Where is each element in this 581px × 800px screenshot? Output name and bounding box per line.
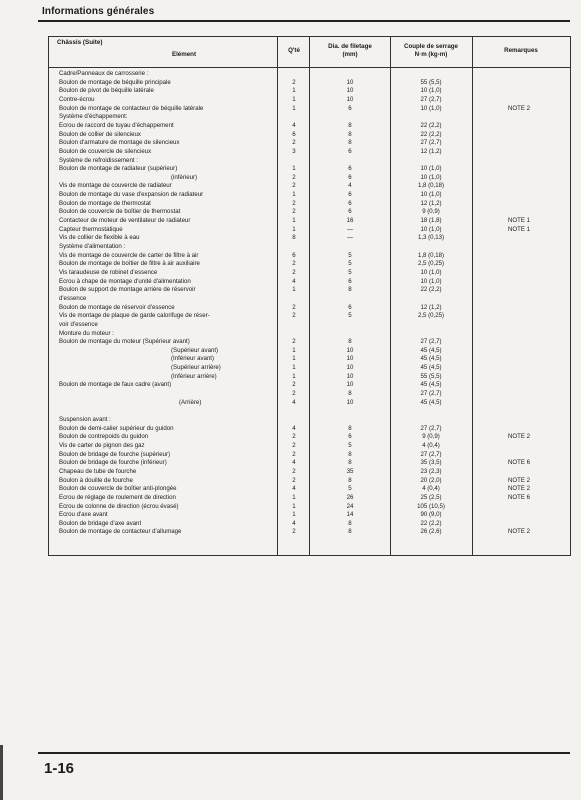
cell-dia: 8 bbox=[348, 121, 352, 129]
cell-element: Système de refroidissement : bbox=[59, 156, 138, 164]
col-header-dia-2: (mm) bbox=[342, 51, 358, 58]
cell-qte: 4 bbox=[292, 424, 296, 432]
cell-qte: 1 bbox=[292, 364, 296, 372]
cell-dia: 6 bbox=[348, 303, 352, 311]
cell-dia: 5 bbox=[348, 251, 352, 259]
cell-element: Monture du moteur : bbox=[59, 329, 114, 337]
cell-dia: 6 bbox=[348, 165, 352, 173]
cell-couple: 10 (1,0) bbox=[420, 268, 442, 276]
cell-element: Boulon de bridage d'axe avant bbox=[59, 519, 142, 527]
cell-remarques: NOTE 2 bbox=[507, 104, 530, 112]
cell-dia: 4 bbox=[348, 182, 352, 190]
cell-couple: 12 (1,2) bbox=[420, 303, 442, 311]
cell-dia: 6 bbox=[348, 147, 352, 155]
cell-couple: 45 (4,5) bbox=[420, 346, 442, 354]
cell-dia: 8 bbox=[348, 338, 352, 346]
cell-couple: 10 (1,0) bbox=[420, 87, 442, 95]
col-divider bbox=[472, 37, 473, 555]
cell-element: Ecrou de raccord de tuyau d'échappement bbox=[59, 121, 174, 129]
cell-dia: 6 bbox=[348, 173, 352, 181]
cell-dia: 24 bbox=[346, 502, 354, 510]
cell-element: Système d'échappement: bbox=[59, 113, 128, 121]
cell-dia: 8 bbox=[348, 528, 352, 536]
cell-dia: 8 bbox=[348, 459, 352, 467]
cell-couple: 27 (2,7) bbox=[420, 139, 442, 147]
cell-couple: 27 (2,7) bbox=[420, 338, 442, 346]
cell-couple: 27 (2,7) bbox=[420, 95, 442, 103]
cell-element: Vis taraudeuse de robinet d'essence bbox=[59, 268, 158, 276]
cell-dia: — bbox=[346, 234, 354, 242]
cell-dia: 5 bbox=[348, 268, 352, 276]
cell-element: Boulon de montage de boîtier de filtre à air auxiliaire bbox=[59, 260, 200, 268]
cell-element: Ecrou de colonne de direction (écrou évasé) bbox=[59, 502, 179, 510]
cell-dia: 35 bbox=[346, 467, 354, 475]
cell-dia: 8 bbox=[348, 476, 352, 484]
cell-element: Système d'alimentation : bbox=[59, 243, 126, 250]
cell-element: Contacteur de moteur de ventilateur de radiateur bbox=[59, 217, 191, 225]
cell-remarques: NOTE 6 bbox=[507, 459, 530, 467]
cell-qte: 2 bbox=[292, 433, 296, 441]
cell-qte: 2 bbox=[292, 173, 296, 181]
cell-dia: 10 bbox=[346, 87, 354, 95]
cell-qte: 2 bbox=[292, 260, 296, 268]
cell-qte: 2 bbox=[292, 199, 296, 207]
cell-element: Boulon de couvercle de boîtier anti-plongée bbox=[59, 485, 177, 493]
chassis-label: Châssis (Suite) bbox=[57, 39, 103, 46]
col-divider bbox=[390, 37, 391, 555]
col-divider bbox=[309, 37, 310, 555]
cell-qte: 2 bbox=[292, 139, 296, 147]
cell-dia: 6 bbox=[348, 191, 352, 199]
cell-couple: 2,5 (0,25) bbox=[417, 312, 445, 320]
cell-dia: 6 bbox=[348, 433, 352, 441]
cell-qte: 1 bbox=[292, 511, 296, 519]
cell-element: Boulon de montage de réservoir d'essence bbox=[59, 303, 175, 311]
cell-dia: 6 bbox=[348, 277, 352, 285]
cell-element: Boulon de demi-calier supérieur du guidon bbox=[59, 424, 174, 432]
cell-couple: 10 (1,0) bbox=[420, 165, 442, 173]
cell-remarques: NOTE 2 bbox=[507, 528, 530, 536]
col-divider bbox=[277, 37, 278, 555]
cell-couple: 20 (2,0) bbox=[420, 476, 442, 484]
cell-dia: 5 bbox=[348, 441, 352, 449]
cell-element: Suspension avant : bbox=[59, 416, 111, 423]
cell-element: Boulon de montage de radiateur (supérieur) bbox=[59, 165, 178, 173]
cell-couple: 9 (0,9) bbox=[422, 208, 440, 216]
cell-dia: 8 bbox=[348, 390, 352, 398]
cell-couple: 55 (5,5) bbox=[420, 372, 442, 380]
cell-couple: 10 (1,0) bbox=[420, 104, 442, 112]
cell-element: Boulon de montage de contacteur d'allumage bbox=[59, 528, 182, 536]
page-section-title: Informations générales bbox=[42, 6, 155, 17]
cell-element: voir d'essence bbox=[59, 320, 98, 328]
cell-qte: 2 bbox=[292, 528, 296, 536]
cell-dia: 6 bbox=[348, 208, 352, 216]
cell-couple: 45 (4,5) bbox=[420, 364, 442, 372]
cell-element: (Arrière) bbox=[179, 398, 202, 406]
binding-edge bbox=[0, 745, 3, 800]
torque-table bbox=[48, 36, 571, 556]
cell-dia: 5 bbox=[348, 312, 352, 320]
cell-qte: 3 bbox=[292, 147, 296, 155]
cell-remarques: NOTE 1 bbox=[507, 225, 530, 233]
cell-dia: 10 bbox=[346, 372, 354, 380]
cell-dia: 8 bbox=[348, 130, 352, 138]
cell-dia: 10 bbox=[346, 78, 354, 86]
cell-qte: 4 bbox=[292, 277, 296, 285]
cell-element: Boulon de montage du moteur (Supérieur avant) bbox=[59, 338, 190, 346]
cell-qte: 1 bbox=[292, 493, 296, 501]
cell-dia: 8 bbox=[348, 519, 352, 527]
cell-qte: 1 bbox=[292, 225, 296, 233]
cell-element: Vis de montage de plaque de garde calorifuge de réser- bbox=[59, 312, 210, 320]
cell-element: Boulon de contrepoids du guidon bbox=[59, 433, 149, 441]
cell-couple: 10 (1,0) bbox=[420, 277, 442, 285]
cell-qte: 2 bbox=[292, 476, 296, 484]
cell-qte: 4 bbox=[292, 519, 296, 527]
cell-couple: 10 (1,0) bbox=[420, 191, 442, 199]
cell-element: Chapeau de tube de fourche bbox=[59, 467, 137, 475]
cell-element: Boulon de montage du vase d'expansion de radiateur bbox=[59, 191, 204, 199]
cell-element: Boulon de support de montage arrière de réservoir bbox=[59, 286, 196, 294]
cell-qte: 2 bbox=[292, 338, 296, 346]
cell-element: Vis de montage de couvercle de carter de filtre à air bbox=[59, 251, 199, 259]
cell-qte: 2 bbox=[292, 467, 296, 475]
cell-couple: 22 (2,2) bbox=[420, 121, 442, 129]
cell-qte: 1 bbox=[292, 87, 296, 95]
cell-qte: 1 bbox=[292, 372, 296, 380]
cell-qte: 1 bbox=[292, 104, 296, 112]
cell-element: Boulon de bridage de fourche (inférieur) bbox=[59, 459, 167, 467]
cell-couple: 25 (2,5) bbox=[420, 493, 442, 501]
cell-element: Boulon à douille de fourche bbox=[59, 476, 133, 484]
cell-couple: 23 (2,3) bbox=[420, 467, 442, 475]
cell-dia: 10 bbox=[346, 364, 354, 372]
cell-qte: 2 bbox=[292, 303, 296, 311]
cell-dia: 10 bbox=[346, 95, 354, 103]
cell-element: Boulon de montage de faux cadre (avant) bbox=[59, 381, 172, 389]
col-header-qte: Q'té bbox=[288, 47, 300, 54]
col-header-remarques: Remarques bbox=[504, 47, 538, 54]
cell-couple: 1,8 (0,18) bbox=[417, 251, 445, 259]
cell-couple: 45 (4,5) bbox=[420, 381, 442, 389]
cell-couple: 1,8 (0,18) bbox=[417, 182, 445, 190]
cell-qte: 1 bbox=[292, 95, 296, 103]
cell-dia: 8 bbox=[348, 286, 352, 294]
cell-couple: 10 (1,0) bbox=[420, 173, 442, 181]
cell-couple: 22 (2,2) bbox=[420, 130, 442, 138]
cell-element: Contre-écrou bbox=[59, 95, 95, 103]
cell-couple: 105 (10,5) bbox=[417, 502, 445, 510]
col-header-dia-1: Dia. de filetage bbox=[328, 43, 372, 50]
cell-qte: 8 bbox=[292, 234, 296, 242]
cell-qte: 1 bbox=[292, 502, 296, 510]
cell-couple: 27 (2,7) bbox=[420, 390, 442, 398]
cell-couple: 12 (1,2) bbox=[420, 199, 442, 207]
cell-element: Boulon de collier de silencieux bbox=[59, 130, 141, 138]
cell-element: d'essence bbox=[59, 294, 87, 302]
cell-element: Boulon de montage de béquille principale bbox=[59, 78, 171, 86]
cell-couple: 22 (2,2) bbox=[420, 286, 442, 294]
cell-dia: — bbox=[346, 225, 354, 233]
cell-couple: 2,5 (0,25) bbox=[417, 260, 445, 268]
cell-qte: 4 bbox=[292, 121, 296, 129]
cell-couple: 18 (1,8) bbox=[420, 217, 442, 225]
cell-couple: 45 (4,5) bbox=[420, 355, 442, 363]
cell-couple: 22 (2,2) bbox=[420, 519, 442, 527]
cell-element: Ecrou d'axe avant bbox=[59, 511, 108, 519]
cell-dia: 5 bbox=[348, 485, 352, 493]
cell-qte: 4 bbox=[292, 485, 296, 493]
cell-element: Boulon d'armature de montage de silencieux bbox=[59, 139, 180, 147]
cell-element: (Inférieur arrière) bbox=[171, 372, 217, 380]
cell-qte: 2 bbox=[292, 208, 296, 216]
cell-qte: 1 bbox=[292, 191, 296, 199]
cell-element: (Supérieur avant) bbox=[171, 346, 219, 354]
cell-element: Boulon de montage de thermostat bbox=[59, 199, 151, 207]
cell-qte: 1 bbox=[292, 217, 296, 225]
cell-qte: 1 bbox=[292, 346, 296, 354]
cell-dia: 5 bbox=[348, 260, 352, 268]
cell-qte: 2 bbox=[292, 182, 296, 190]
cell-couple: 12 (1,2) bbox=[420, 147, 442, 155]
cell-element: Capteur thermostatique bbox=[59, 225, 123, 233]
cell-dia: 10 bbox=[346, 381, 354, 389]
cell-element: Boulon de pivot de béquille latérale bbox=[59, 87, 154, 95]
cell-couple: 35 (3,5) bbox=[420, 459, 442, 467]
cell-remarques: NOTE 1 bbox=[507, 217, 530, 225]
cell-qte: 4 bbox=[292, 459, 296, 467]
cell-qte: 2 bbox=[292, 268, 296, 276]
cell-element: Boulon de couvercle de boîtier de thermostat bbox=[59, 208, 181, 216]
cell-qte: 2 bbox=[292, 441, 296, 449]
cell-qte: 1 bbox=[292, 165, 296, 173]
cell-couple: 90 (9,0) bbox=[420, 511, 442, 519]
cell-couple: 10 (1,0) bbox=[420, 225, 442, 233]
cell-couple: 27 (2,7) bbox=[420, 424, 442, 432]
cell-qte: 1 bbox=[292, 355, 296, 363]
cell-dia: 8 bbox=[348, 139, 352, 147]
cell-qte: 6 bbox=[292, 130, 296, 138]
cell-dia: 10 bbox=[346, 398, 354, 406]
cell-dia: 8 bbox=[348, 450, 352, 458]
cell-dia: 6 bbox=[348, 199, 352, 207]
cell-couple: 4 (0,4) bbox=[422, 485, 440, 493]
cell-dia: 6 bbox=[348, 104, 352, 112]
cell-couple: 4 (0,4) bbox=[422, 441, 440, 449]
cell-element: Vis de carter de pignon des gaz bbox=[59, 441, 145, 449]
col-header-couple-2: N·m (kg-m) bbox=[414, 51, 448, 58]
cell-couple: 27 (2,7) bbox=[420, 450, 442, 458]
cell-couple: 1,3 (0,13) bbox=[417, 234, 445, 242]
cell-dia: 16 bbox=[346, 217, 354, 225]
cell-remarques: NOTE 6 bbox=[507, 493, 530, 501]
cell-element: Cadre/Panneaux de carrosserie : bbox=[59, 70, 149, 77]
cell-qte: 2 bbox=[292, 390, 296, 398]
cell-qte: 6 bbox=[292, 251, 296, 259]
cell-dia: 14 bbox=[346, 511, 354, 519]
cell-couple: 26 (2,6) bbox=[420, 528, 442, 536]
cell-remarques: NOTE 2 bbox=[507, 485, 530, 493]
cell-element: Ecrou de réglage de roulement de direction bbox=[59, 493, 176, 501]
col-header-element: Elément bbox=[171, 51, 197, 58]
cell-couple: 9 (0,9) bbox=[422, 433, 440, 441]
cell-element: (inférieur) bbox=[171, 173, 198, 181]
cell-remarques: NOTE 2 bbox=[507, 476, 530, 484]
cell-qte: 1 bbox=[292, 286, 296, 294]
cell-dia: 26 bbox=[346, 493, 354, 501]
header-rule bbox=[38, 20, 570, 22]
cell-element: Ecrou à chape de montage d'unité d'alimentation bbox=[59, 277, 191, 285]
cell-element: (Inférieur avant) bbox=[171, 355, 215, 363]
cell-element: Vis de collier de flexible à eau bbox=[59, 234, 140, 242]
page-number: 1-16 bbox=[44, 760, 75, 777]
cell-element: Boulon de bridage de fourche (supérieur) bbox=[59, 450, 171, 458]
col-header-couple-1: Couple de serrage bbox=[404, 43, 458, 50]
cell-couple: 45 (4,5) bbox=[420, 398, 442, 406]
cell-dia: 8 bbox=[348, 424, 352, 432]
cell-remarques: NOTE 2 bbox=[507, 433, 530, 441]
cell-couple: 55 (5,5) bbox=[420, 78, 442, 86]
cell-element: Boulon de couvercle de silencieux bbox=[59, 147, 152, 155]
cell-qte: 4 bbox=[292, 398, 296, 406]
footer-rule bbox=[38, 752, 570, 754]
cell-dia: 10 bbox=[346, 346, 354, 354]
cell-dia: 10 bbox=[346, 355, 354, 363]
cell-element: (Supérieur arrière) bbox=[171, 364, 221, 372]
cell-element: Boulon de montage de contacteur de béquille latérale bbox=[59, 104, 204, 112]
cell-qte: 2 bbox=[292, 312, 296, 320]
cell-qte: 2 bbox=[292, 450, 296, 458]
cell-qte: 2 bbox=[292, 381, 296, 389]
cell-element: Vis de montage de couvercle de radiateur bbox=[59, 182, 172, 190]
cell-qte: 2 bbox=[292, 78, 296, 86]
